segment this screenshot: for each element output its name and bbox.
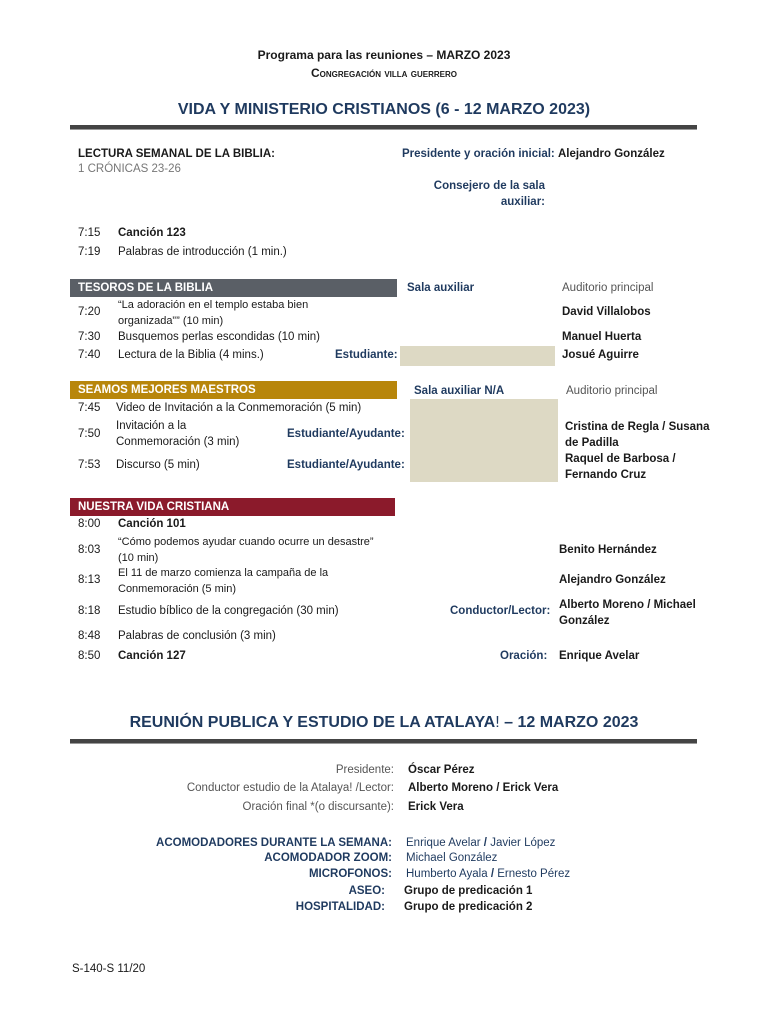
vmc-title: VIDA Y MINISTERIO CRISTIANOS (6 - 12 MARZO 2023) [177, 101, 591, 118]
vida-role-4: Conductor/Lector: [450, 605, 551, 617]
maestros-name-2b: Susana de Padilla [565, 421, 710, 449]
vmc-divider [70, 125, 697, 130]
president-label: Presidente y oración inicial: [402, 148, 555, 160]
vida-names-4 [559, 597, 709, 629]
tesoros-time-1: 7:20 [78, 306, 101, 318]
weekend-label-2: Conductor estudio de la Atalaya! /Lector: [186, 782, 394, 794]
vida-text-3: El 11 de marzo comienza la campaña de la Conmemoración (5 min) [118, 567, 329, 595]
duty-label-1: ACOMODADORES DURANTE LA SEMANA: [156, 837, 392, 849]
maestros-text-3: Discurso (5 min) [116, 459, 200, 471]
tesoros-role-3: Estudiante: [335, 349, 398, 361]
vida-text-4: Estudio bíblico de la congregación (30 min) [118, 605, 339, 617]
maestros-sep-2: / [662, 421, 666, 433]
vida-text-5: Palabras de conclusión (3 min) [118, 630, 276, 642]
tesoros-time-2: 7:30 [78, 331, 101, 343]
tesoros-text-2: Busquemos perlas escondidas (10 min) [118, 331, 320, 343]
maestros-main-label: Auditorio principal [566, 385, 658, 397]
tesoros-name-1: David Villalobos [562, 306, 651, 318]
tesoros-main-label: Auditorio principal [562, 282, 654, 294]
maestros-names-3 [565, 451, 715, 483]
weekend-value-2a: Alberto Moreno [408, 782, 493, 794]
weekend-sep-2: / [496, 782, 500, 794]
duty-label-4: ASEO: [348, 885, 385, 897]
duty-value-5: Grupo de predicación 2 [404, 901, 533, 913]
vida-time-2: 8:03 [78, 544, 101, 556]
tesoros-text-1: “La adoración en el templo estaba bien organizada”” (10 min) [118, 299, 309, 327]
reading-label: LECTURA SEMANAL DE LA BIBLIA: [78, 148, 275, 160]
maestros-role-2: Estudiante/Ayudante: [287, 428, 405, 440]
vida-text-6: Canción 127 [118, 650, 186, 662]
maestros-name-2a: Cristina de Regla [565, 421, 659, 433]
duty-label-5: HOSPITALIDAD: [295, 901, 385, 913]
vida-name-4b: Michael González [559, 599, 696, 627]
duty-value-4: Grupo de predicación 1 [404, 885, 533, 897]
duty-value-3 [406, 868, 570, 880]
tesoros-name-2: Manuel Huerta [562, 331, 642, 343]
vida-time-3: 8:13 [78, 574, 101, 586]
tesoros-name-3: Josué Aguirre [562, 349, 639, 361]
reading-value: 1 CRÓNICAS 23-26 [78, 163, 181, 175]
opening-intro: Palabras de introducción (1 min.) [118, 246, 287, 258]
tesoros-header: TESOROS DE LA BIBLIA [70, 279, 397, 297]
weekend-title-excl: ! [495, 714, 500, 731]
maestros-text-1: Video de Invitación a la Conmemoración (5 min) [116, 402, 362, 414]
duty-sep-1: / [483, 837, 487, 849]
weekend-label-1: Presidente: [335, 764, 394, 776]
aux-student-box [400, 346, 555, 366]
duty-label-2: ACOMODADOR ZOOM: [264, 852, 392, 864]
tesoros-text-3: Lectura de la Biblia (4 mins.) [118, 349, 264, 361]
vida-name-3: Alejandro González [559, 574, 666, 586]
vida-name-2: Benito Hernández [559, 544, 657, 556]
duty-value-1b: Javier López [490, 837, 556, 849]
duty-value-2: Michael González [406, 852, 498, 864]
maestros-name-3b: Fernando Cruz [565, 469, 647, 481]
maestros-sep-3: / [672, 453, 676, 465]
duty-label-3: MICROFONOS: [308, 868, 392, 880]
aux-assignment-box [410, 399, 558, 482]
vida-name-4a: Alberto Moreno [559, 599, 644, 611]
maestros-header: SEAMOS MEJORES MAESTROS [70, 381, 397, 399]
maestros-role-3: Estudiante/Ayudante: [287, 459, 405, 471]
maestros-text-2: Invitación a la Conmemoración (3 min) [116, 420, 240, 448]
maestros-names-2 [565, 419, 715, 451]
vida-name-6: Enrique Avelar [559, 650, 640, 662]
vida-header: NUESTRA VIDA CRISTIANA [70, 498, 395, 516]
duty-value-3b: Ernesto Pérez [497, 868, 571, 880]
maestros-time-2: 7:50 [78, 428, 101, 440]
counselor-label: Consejero de la sala auxiliar: [433, 180, 545, 208]
program-header [0, 48, 768, 62]
vida-time-5: 8:48 [78, 630, 101, 642]
vida-time-6: 8:50 [78, 650, 101, 662]
maestros-aux-label: Sala auxiliar N/A [414, 385, 505, 397]
maestros-time-3: 7:53 [78, 459, 101, 471]
opening-time-1: 7:15 [78, 227, 101, 239]
duty-sep-3: / [490, 868, 495, 880]
weekend-title [0, 714, 768, 732]
weekend-value-2b: Erick Vera [502, 782, 559, 794]
vida-sep-4: / [647, 599, 651, 611]
weekend-value-1: Óscar Pérez [408, 764, 475, 776]
vida-text-2: “Cómo podemos ayudar cuando ocurre un desastre” (10 min) [118, 536, 374, 564]
tesoros-aux-label: Sala auxiliar [407, 282, 475, 294]
duty-value-1 [406, 837, 555, 849]
maestros-name-3a: Raquel de Barbosa [565, 453, 670, 465]
form-code: S-140-S 11/20 [72, 963, 146, 975]
weekend-label-3: Oración final *(o discursante): [242, 801, 394, 813]
vida-time-1: 8:00 [78, 518, 101, 530]
vida-text-1: Canción 101 [118, 518, 186, 530]
duty-value-1a: Enrique Avelar [406, 837, 481, 849]
president-value: Alejandro González [558, 148, 665, 160]
weekend-title-date: – 12 MARZO 2023 [499, 714, 639, 731]
header-prefix: Programa para las reuniones – [257, 48, 434, 62]
duty-value-3a: Humberto Ayala [406, 868, 488, 880]
weekend-title-main: REUNIÓN PUBLICA Y ESTUDIO DE LA ATALAYA [129, 714, 496, 731]
weekend-value-3: Erick Vera [408, 801, 464, 813]
tesoros-time-3: 7:40 [78, 349, 101, 361]
opening-time-2: 7:19 [78, 246, 101, 258]
weekend-divider [70, 739, 697, 744]
weekend-value-2 [408, 782, 558, 794]
vida-role-6: Oración: [500, 650, 548, 662]
vida-time-4: 8:18 [78, 605, 101, 617]
congregation-name: Congregación villa guerrero [310, 66, 457, 80]
maestros-time-1: 7:45 [78, 402, 101, 414]
opening-song: Canción 123 [118, 227, 186, 239]
header-month: MARZO 2023 [436, 48, 511, 62]
